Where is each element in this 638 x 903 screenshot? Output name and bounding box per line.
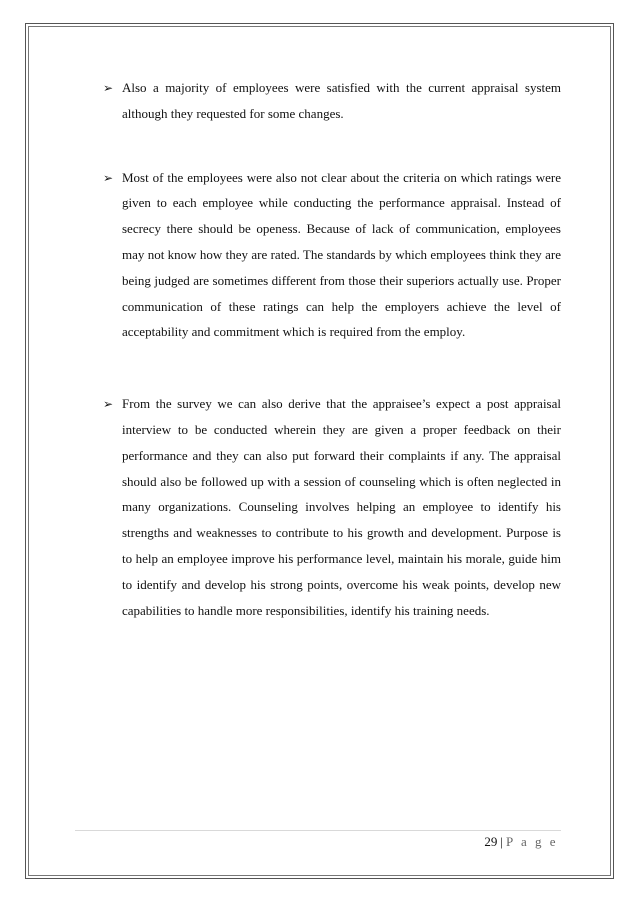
- arrow-bullet-icon: ➢: [103, 81, 114, 95]
- footer-separator: |: [500, 834, 503, 849]
- bullet-item: [103, 165, 561, 346]
- page-number: 29: [484, 834, 498, 849]
- bullet-item: [103, 391, 561, 623]
- bullet-paragraph: Most of the employees were also not clear about the criteria on which ratings were given to each employee while conducting the performance appraisal. Instead of secrecy there should be openess. Because of lack of communication, employees may not know how they are rated. The standards by which employees think they are being judged are sometimes different from those their superiors actually use. Proper communication of these ratings can help the employers achieve the level of acceptability and commitment which is required from the employ.: [122, 169, 561, 340]
- arrow-bullet-icon: ➢: [103, 397, 114, 412]
- footer-divider: [75, 830, 561, 831]
- page-footer: [484, 834, 558, 850]
- page-label: P a g e: [505, 834, 558, 849]
- document-body: [103, 75, 561, 661]
- bullet-paragraph: From the survey we can also derive that the appraisee’s expect a post appraisal interview to be conducted wherein they are given a proper feedback on their performance and they can also put forward their complaints if any. The appraisal should also be followed up with a session of counseling which is often neglected in many organizations. Counseling involves helping an employee to identify his strengths and weaknesses to contribute to his growth and development. Purpose is to help an employee improve his performance level, maintain his morale, guide him to identify and develop his strong points, overcome his weak points, develop new capabilities to handle more responsibilities, identify his training needs.: [122, 396, 561, 618]
- bullet-item: [103, 75, 561, 127]
- bullet-paragraph: Also a majority of employees were satisfied with the current appraisal system although they requested for some changes.: [122, 80, 561, 121]
- arrow-bullet-icon: ➢: [103, 170, 114, 185]
